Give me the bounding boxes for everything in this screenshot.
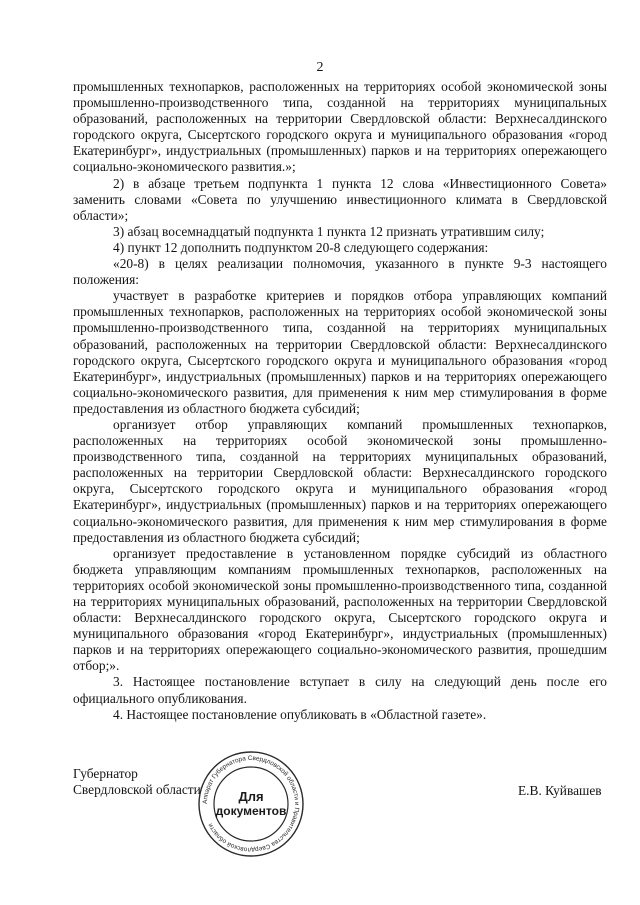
stamp-ring-text: Аппарат Губернатора Свердловской области и Правительства Свердловской области (201, 754, 301, 854)
paragraph-item-3: 3) абзац восемнадцатый подпункта 1 пункта 12 признать утратившим силу; (113, 223, 545, 239)
paragraph-item-4: 4) пункт 12 дополнить подпунктом 20-8 следующего содержания: (113, 239, 489, 255)
paragraph-item-2: 2) в абзаце третьем подпункта 1 пункта 12 слова «Инвестиционного Совета» заменить словами «Совета по улучшению инвестиционного климата в Свердловской области»; (73, 175, 607, 223)
signatory-title-line1: Губернатор (73, 766, 138, 781)
document-stamp (196, 749, 306, 859)
signatory-name: Е.В. Куйвашев (518, 783, 602, 798)
document-body (73, 79, 607, 723)
paragraph-publish: 4. Настоящее постановление опубликовать в «Областной газете». (113, 706, 487, 722)
stamp-label-line1: Для (238, 789, 264, 804)
paragraph-organizes-subsidies: организует предоставление в установленном порядке субсидий из областного бюджета управляющим компаниям промышленных технопарков, расположенных на территориях особой экономической зоны промышленно-производственного типа, созданной на территориях муниципальных образований, расположенных на территории Свердловской области: Верхнесалдинского городского округа, Сысертского городского округа и муниципального образования «город Екатеринбург», индустриальных (промышленных) парков и на территориях опережающего социально-экономического развития, прошедшим отбор;». (73, 545, 607, 674)
page-number: 2 (316, 60, 324, 75)
paragraph-participates: участвует в разработке критериев и порядков отбора управляющих компаний промышленных технопарков, расположенных на территориях особой экономической зоны промышленно-производственного типа, созданной на территориях муниципальных образований, расположенных на территории Свердловской области: Верхнесалдинского городского округа, Сысертского городского округа и муниципального образования «город Екатеринбург», индустриальных (промышленных) парков и на территориях опережающего социально-экономического развития, для применения к ним мер стимулирования в форме предоставления из областного бюджета субсидий; (73, 288, 607, 416)
paragraph-continuation: промышленных технопарков, расположенных на территориях особой экономической зоны промышленно-производственного типа, созданной на территориях муниципальных образований, расположенных на территории Свердловской области: Верхнесалдинского городского округа, Сысертского городского округа и муниципального образования «город Екатеринбург», индустриальных (промышленных) парков и на территориях опережающего социально-экономического развития.»; (73, 79, 607, 175)
signatory-title (73, 766, 201, 798)
paragraph-subitem-20-8: «20-8) в целях реализации полномочия, указанного в пункте 9-3 настоящего положения: (73, 256, 607, 288)
stamp-label-line2: документов (215, 804, 287, 818)
paragraph-effective-date: 3. Настоящее постановление вступает в силу на следующий день после его официального опубликования. (73, 674, 607, 706)
paragraph-organizes-selection: организует отбор управляющих компаний промышленных технопарков, расположенных на территориях особой экономической зоны промышленно-производственного типа, созданной на территориях муниципальных образований, расположенных на территории Свердловской области: Верхнесалдинского городского округа, Сысертского городского округа и муниципального образования «город Екатеринбург», индустриальных (промышленных) парков и на территориях опережающего социально-экономического развития, для применения к ним мер стимулирования в форме предоставления из областного бюджета субсидий; (73, 416, 607, 545)
signatory-title-line2: Свердловской области (73, 782, 201, 798)
